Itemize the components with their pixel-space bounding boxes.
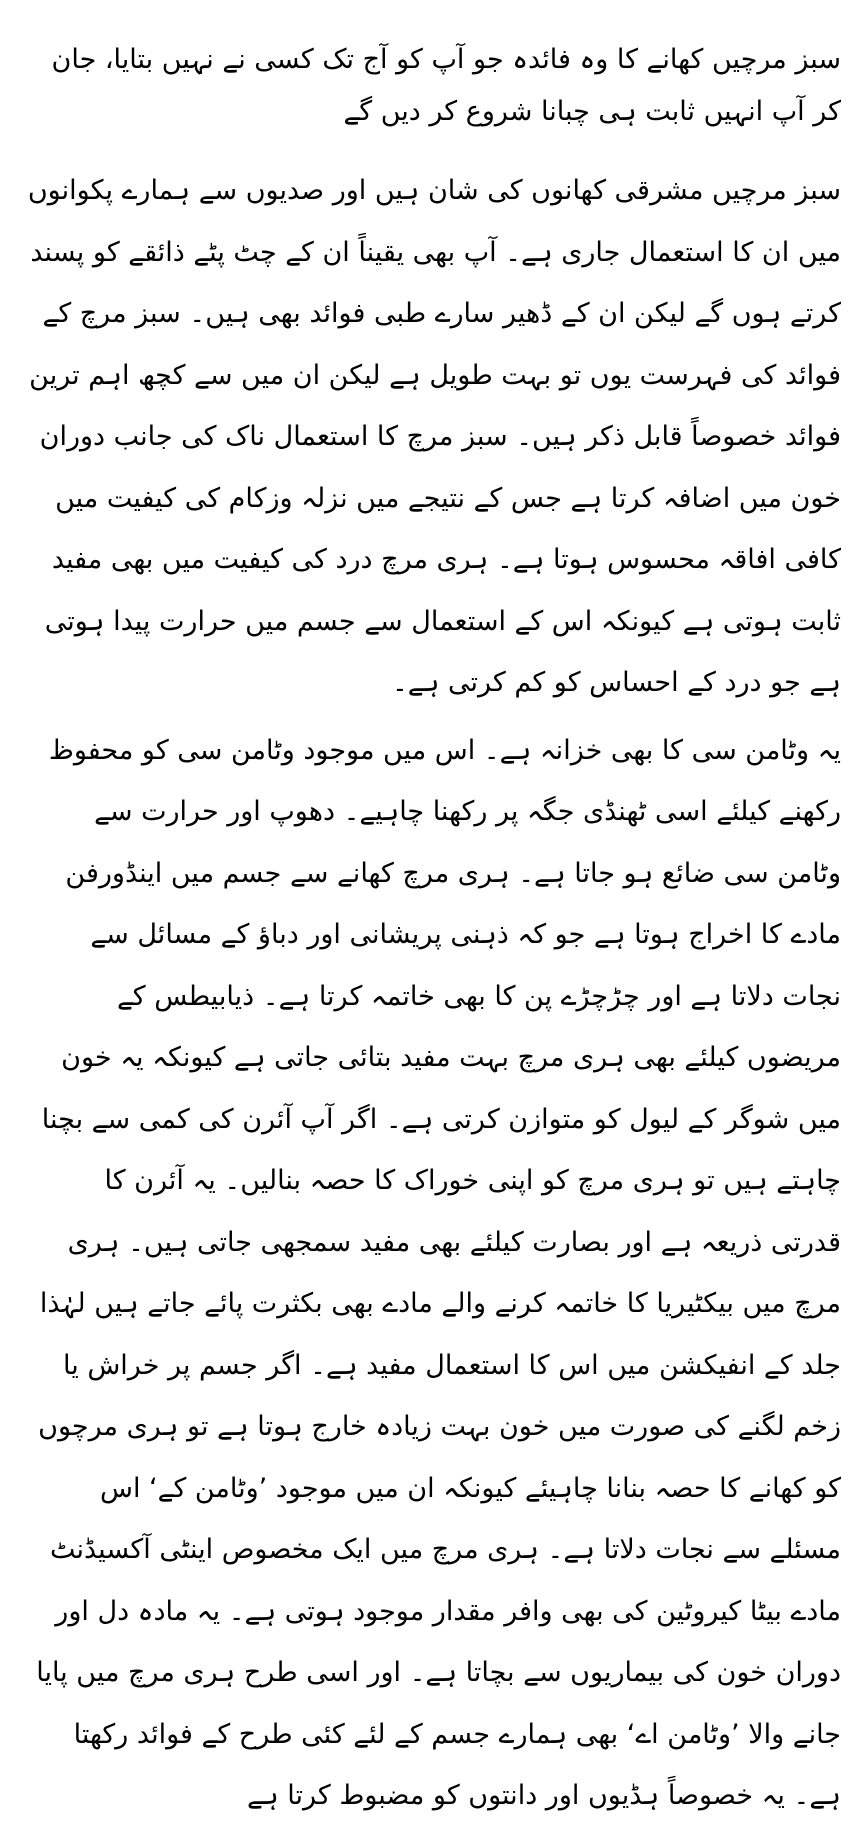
article-title: سبز مرچیں کھانے کا وہ فائدہ جو آپ کو آج تک کسی نے نہیں بتایا، جان کر آپ انہیں ثابت ہی چبانا شروع کر دیں گے — [51, 44, 841, 127]
article-paragraph-1: سبز مرچیں مشرقی کھانوں کی شان ہیں اور صدیوں سے ہمارے پکوانوں میں ان کا استعمال جاری ہے۔ آپ بھی یقیناً ان کے چٹ پٹے ذائقے کو پسند کرتے ہوں گے لیکن ان کے ڈھیر سارے طبی فوائد بھی ہیں۔ سبز مرچ کے فوائد کی فہرست یوں تو بہت طویل ہے لیکن ان میں سے کچھ اہم ترین فوائد خصوصاً قابل ذکر ہیں۔ سبز مرچ کا استعمال ناک کی جانب دوران خون میں اضافہ کرتا ہے جس کے نتیجے میں نزلہ وزکام کی کیفیت میں کافی افاقہ محسوس ہوتا ہے۔ ہری مرچ درد کی کیفیت میں بھی مفید ثابت ہوتی ہے کیونکہ اس کے استعمال سے جسم میں حرارت پیدا ہوتی ہے جو درد کے احساس کو کم کرتی ہے۔ — [27, 175, 841, 698]
article — [26, 0, 841, 1811]
article-paragraph-2: یہ وٹامن سی کا بھی خزانہ ہے۔ اس میں موجود وٹامن سی کو محفوظ رکھنے کیلئے اسی ٹھنڈی جگہ پر رکھنا چاہیے۔ دھوپ اور حرارت سے وٹامن سی ضائع ہو جاتا ہے۔ ہری مرچ کھانے سے جسم میں اینڈورفن مادے کا اخراج ہوتا ہے جو کہ ذہنی پریشانی اور دباؤ کے مسائل سے نجات دلاتا ہے اور چڑچڑے پن کا بھی خاتمہ کرتا ہے۔ ذیابیطس کے مریضوں کیلئے بھی ہری مرچ بہت مفید بتائی جاتی ہے کیونکہ یہ خون میں شوگر کے لیول کو متوازن کرتی ہے۔ اگر آپ آئرن کی کمی سے بچنا چاہتے ہیں تو ہری مرچ کو اپنی خوراک کا حصہ بنالیں۔ یہ آئرن کا قدرتی ذریعہ ہے اور بصارت کیلئے بھی مفید سمجھی جاتی ہیں۔ ہری مرچ میں بیکٹیریا کا خاتمہ کرنے والے مادے بھی بکثرت پائے جاتے ہیں لہٰذا جلد کے انفیکشن میں اس کا استعمال مفید ہے۔ اگر جسم پر خراش یا زخم لگنے کی صورت میں خون بہت زیادہ خارج ہوتا ہے تو ہری مرچوں کو کھانے کا حصہ بنانا چاہیئے کیونکہ ان میں موجود ’وٹامن کے‘ اس مسئلے سے نجات دلاتا ہے۔ ہری مرچ میں ایک مخصوص اینٹی آکسیڈنٹ مادے بیٹا کیروٹین کی بھی وافر مقدار موجود ہوتی ہے۔ یہ مادہ دل اور دوران خون کی بیماریوں سے بچاتا ہے۔ اور اسی طرح ہری مرچ میں پایا جانے والا ’وٹامن اے‘ بھی ہمارے جسم کے لئے کئی طرح کے فوائد رکھتا ہے۔ یہ خصوصاً ہڈیوں اور دانتوں کو مضبوط کرتا ہے — [36, 734, 841, 1811]
